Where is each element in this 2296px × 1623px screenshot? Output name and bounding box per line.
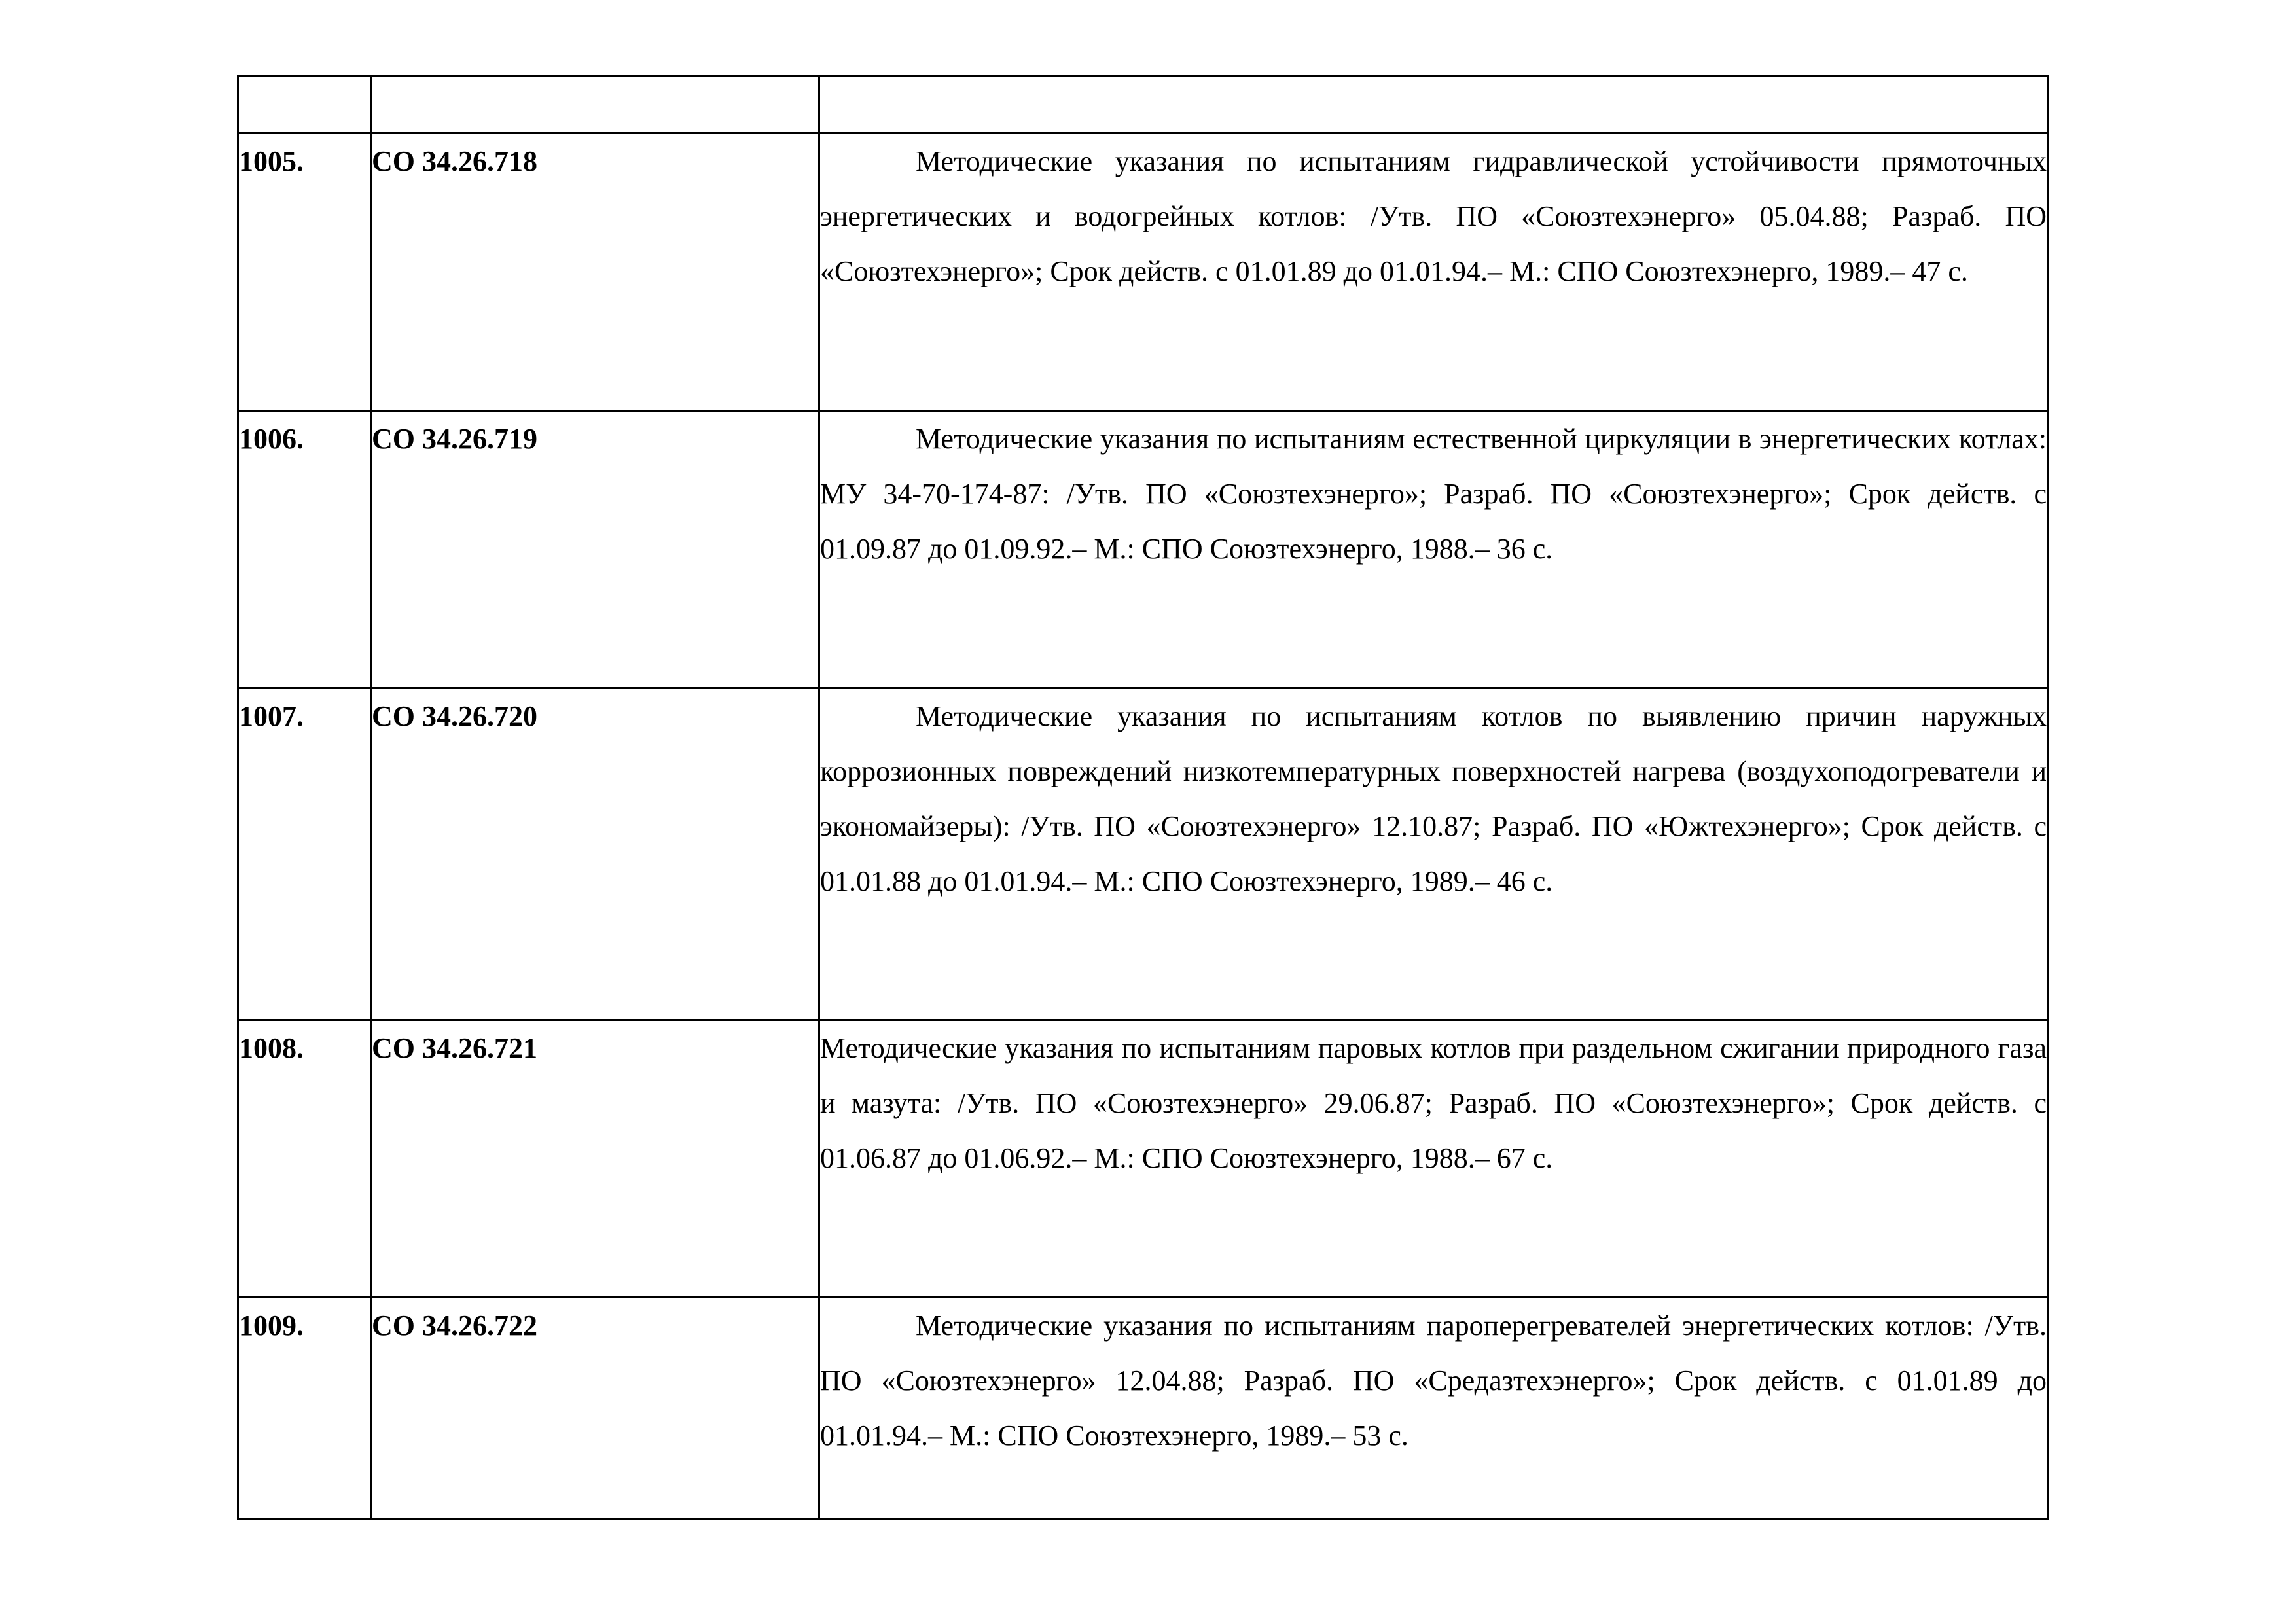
table-header-row — [238, 77, 2048, 134]
document-description — [819, 1020, 2048, 1298]
document-code: СО 34.26.721 — [371, 1020, 819, 1298]
document-code: СО 34.26.719 — [371, 411, 819, 688]
document-description — [819, 134, 2048, 411]
row-number: 1008. — [238, 1020, 371, 1298]
header-cell-description — [819, 77, 2048, 134]
document-code: СО 34.26.722 — [371, 1298, 819, 1519]
header-cell-number — [238, 77, 371, 134]
row-number: 1005. — [238, 134, 371, 411]
description-text: Методические указания по испытаниям гидравлической устойчивости прямоточных энергетических и водогрейных котлов: /Утв. ПО «Союзтехэнерго» 05.04.88; Разраб. ПО «Союзтехэнерго»; Срок действ. с 01.01.89 до 01.01.94.– М.: СПО Союзтехэнерго, 1989.– 47 с. — [820, 145, 2047, 287]
document-description — [819, 688, 2048, 1020]
table-row — [238, 1298, 2048, 1519]
table-row — [238, 411, 2048, 688]
document-registry-table — [237, 75, 2049, 1520]
document-description — [819, 411, 2048, 688]
row-number: 1009. — [238, 1298, 371, 1519]
header-cell-code — [371, 77, 819, 134]
description-text: Методические указания по испытаниям пароперегревателей энергетических котлов: /Утв. ПО «Союзтехэнерго» 12.04.88; Разраб. ПО «Средазтехэнерго»; Срок действ. с 01.01.89 до 01.01.94.– М.: СПО Союзтехэнерго, 1989.– 53 с. — [820, 1310, 2047, 1452]
row-number: 1006. — [238, 411, 371, 688]
description-text: Методические указания по испытаниям паровых котлов при раздельном сжигании природного газа и мазута: /Утв. ПО «Союзтехэнерго» 29.06.87; Разраб. ПО «Союзтехэнерго»; Срок действ. с 01.06.87 до 01.06.92.– М.: СПО Союзтехэнерго, 1988.– 67 с. — [820, 1032, 2047, 1174]
document-code: СО 34.26.720 — [371, 688, 819, 1020]
description-text: Методические указания по испытаниям естественной циркуляции в энергетических котлах: МУ 34-70-174-87: /Утв. ПО «Союзтехэнерго»; Разраб. ПО «Союзтехэнерго»; Срок действ. с 01.09.87 до 01.09.92.– М.: СПО Союзтехэнерго, 1988.– 36 с. — [820, 423, 2047, 565]
table-row — [238, 1020, 2048, 1298]
table-row — [238, 688, 2048, 1020]
description-text: Методические указания по испытаниям котлов по выявлению причин наружных коррозионных повреждений низкотемпературных поверхностей нагрева (воздухоподогреватели и экономайзеры): /Утв. ПО «Союзтехэнерго» 12.10.87; Разраб. ПО «Южтехэнерго»; Срок действ. с 01.01.88 до 01.01.94.– М.: СПО Союзтехэнерго, 1989.– 46 с. — [820, 700, 2047, 897]
row-number: 1007. — [238, 688, 371, 1020]
table-row — [238, 134, 2048, 411]
document-description — [819, 1298, 2048, 1519]
document-code: СО 34.26.718 — [371, 134, 819, 411]
